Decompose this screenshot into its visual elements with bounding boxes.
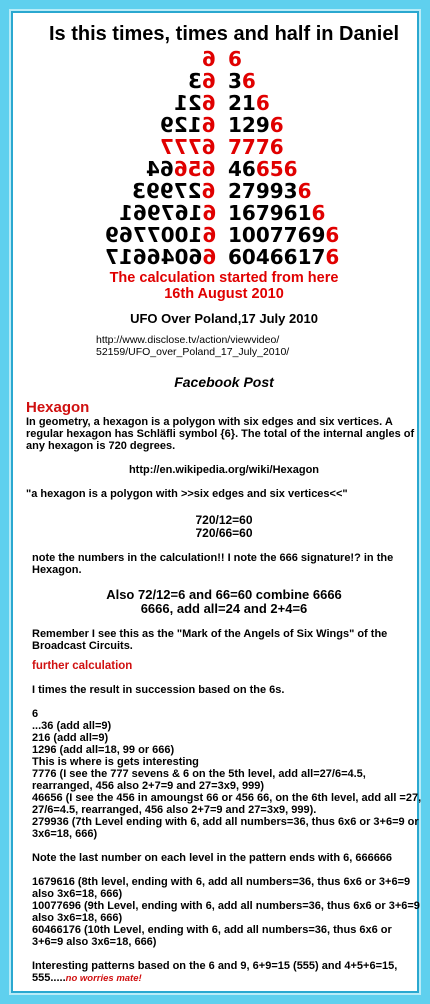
level-line: 10077696 (9th Level, ending with 6, add all numbers=36, thus 6x6 or 3+6=9 also 3x6=18, 666)	[32, 900, 420, 924]
times-result: I times the result in succession based on the 6s.	[32, 684, 285, 696]
mirrored-number-red: 6	[202, 201, 216, 225]
calculation-line: 720/12=60	[195, 513, 253, 527]
facebook-post-heading: Facebook Post	[174, 374, 274, 390]
no-worries-text: no worries mate!	[65, 973, 142, 984]
mirrored-number-black: 6046617	[104, 245, 203, 269]
plain-number-black: 3	[228, 69, 242, 93]
pyramid-row	[26, 224, 422, 246]
plain-number-red: 6	[311, 201, 326, 225]
hexagon-paragraph: In geometry, a hexagon is a polygon with six edges and six vertices. A regular hexagon has Schläfli symbol {6}. The total of the internal angles of any hexagon is 720 degrees.	[26, 416, 415, 452]
content	[26, 21, 422, 985]
calculation-list	[26, 708, 422, 840]
plain-number-red: 6	[325, 223, 340, 247]
wiki-link[interactable]: http://en.wikipedia.org/wiki/Hexagon	[128, 464, 320, 476]
calculation-line: 720/66=60	[195, 526, 253, 540]
pyramid-row	[26, 246, 422, 268]
plain-number: 6	[228, 47, 242, 71]
combine-note	[26, 588, 422, 616]
plain-number-red: 6	[297, 179, 312, 203]
further-calculation-label: further calculation	[32, 660, 133, 672]
list-line: 46656 (I see the 456 in amoungst 66 or 456 66, on the 6th level, add all =27, 27/6=4.5, rearranged, 456 also 2+7=9 and 27=3x9, 999).	[32, 792, 422, 816]
level-line: 1679616 (8th level, ending with 6, add all numbers=36, thus 6x6 or 3+6=9 also 3x6=18, 666)	[32, 876, 411, 900]
number-pyramid	[26, 48, 422, 268]
plain-number-black: 6046617	[228, 245, 326, 269]
calculation	[26, 514, 422, 540]
plain-number-black: 21	[228, 91, 256, 115]
pyramid-row	[26, 48, 422, 70]
mirrored-number-black: 64	[146, 157, 175, 181]
patterns-text: Interesting patterns based on the 6 and 9, 6+9=15 (555) and 4+5+6=15, 555.....	[32, 960, 398, 984]
list-line: 279936 (7th Level ending with 6, add all numbers=36, thus 6x6 or 3+6=9 or 3x6=18, 666)	[32, 816, 419, 840]
remember-note: Remember I see this as the "Mark of the Angels of Six Wings" of the Broadcast Circuits.	[32, 628, 388, 652]
plain-number-black: 167961	[228, 201, 312, 225]
plain-number-red: 6	[255, 91, 270, 115]
plain-number-black: 27993	[228, 179, 298, 203]
page-title: Is this times, times and half in Daniel	[48, 23, 400, 45]
pyramid-row	[26, 180, 422, 202]
mirrored-number-black: 1007769	[104, 223, 203, 247]
pyramid-row	[26, 202, 422, 224]
mirrored-number-black: 167961	[118, 201, 203, 225]
mirrored-number-black: 21	[174, 91, 203, 115]
pyramid-row	[26, 158, 422, 180]
plain-number-red: 7776	[228, 135, 284, 159]
ufo-link[interactable]	[96, 334, 422, 358]
plain-number-black: 129	[228, 113, 270, 137]
plain-number-red: 6	[241, 69, 256, 93]
pyramid-row	[26, 114, 422, 136]
pyramid-row	[26, 70, 422, 92]
mirrored-number: 6	[202, 47, 216, 71]
patterns-note	[26, 960, 422, 985]
mirrored-number-black: 3	[188, 69, 203, 93]
note-numbers: note the numbers in the calculation!! I note the 666 signature!? in the Hexagon.	[32, 552, 394, 576]
plain-number-black: 1007769	[228, 223, 326, 247]
start-note	[26, 270, 422, 302]
ufo-title: UFO Over Poland,17 July 2010	[130, 311, 318, 326]
plain-number-red: 6	[325, 245, 340, 269]
mirrored-number-black: 27993	[132, 179, 203, 203]
mirrored-number-red: 6	[202, 91, 216, 115]
list-line: ...36 (add all=9)	[32, 720, 112, 732]
combine-line: 6666, add all=24 and 2+4=6	[140, 601, 308, 616]
list-line: 7776 (I see the 777 sevens & 6 on the 5th level, add all=27/6=4.5, rearranged, 456 also 2+7=9 and 27=3x9, 999)	[32, 768, 366, 792]
mirrored-number-red: 6777	[160, 135, 216, 159]
hexagon-heading: Hexagon	[26, 399, 90, 416]
ufo-url-line: 52159/UFO_over_Poland_17_July_2010/	[96, 346, 290, 358]
levels-list	[26, 876, 422, 948]
mirrored-number-red: 6	[202, 245, 216, 269]
plain-number-red: 656	[255, 157, 298, 181]
plain-number-black: 46	[228, 157, 256, 181]
start-note-line: The calculation started from here	[109, 270, 339, 286]
ufo-url-line: http://www.disclose.tv/action/viewvideo/	[96, 334, 280, 346]
list-line: This is where is gets interesting	[32, 756, 199, 768]
note-last: Note the last number on each level in the pattern ends with 6, 666666	[32, 852, 393, 864]
mirrored-number-red: 6	[202, 223, 216, 247]
mirrored-number-red: 6	[202, 179, 216, 203]
mirrored-number-red: 656	[174, 157, 216, 181]
mirrored-number-red: 6	[202, 69, 216, 93]
plain-number-red: 6	[269, 113, 284, 137]
list-line: 1296 (add all=18, 99 or 666)	[32, 744, 175, 756]
list-line: 216 (add all=9)	[32, 732, 109, 744]
pyramid-row	[26, 92, 422, 114]
combine-line: Also 72/12=6 and 66=60 combine 6666	[106, 587, 342, 602]
mirrored-number-red: 6	[202, 113, 216, 137]
list-line: 6	[32, 708, 39, 720]
level-line: 60466176 (10th Level, ending with 6, add all numbers=36, thus 6x6 or 3+6=9 also 3x6=18, 666)	[32, 924, 392, 948]
pyramid-row	[26, 136, 422, 158]
start-date: 16th August 2010	[164, 286, 284, 302]
mirrored-number-black: 129	[160, 113, 203, 137]
hexagon-quote: "a hexagon is a polygon with >>six edges and six vertices<<"	[26, 488, 348, 500]
